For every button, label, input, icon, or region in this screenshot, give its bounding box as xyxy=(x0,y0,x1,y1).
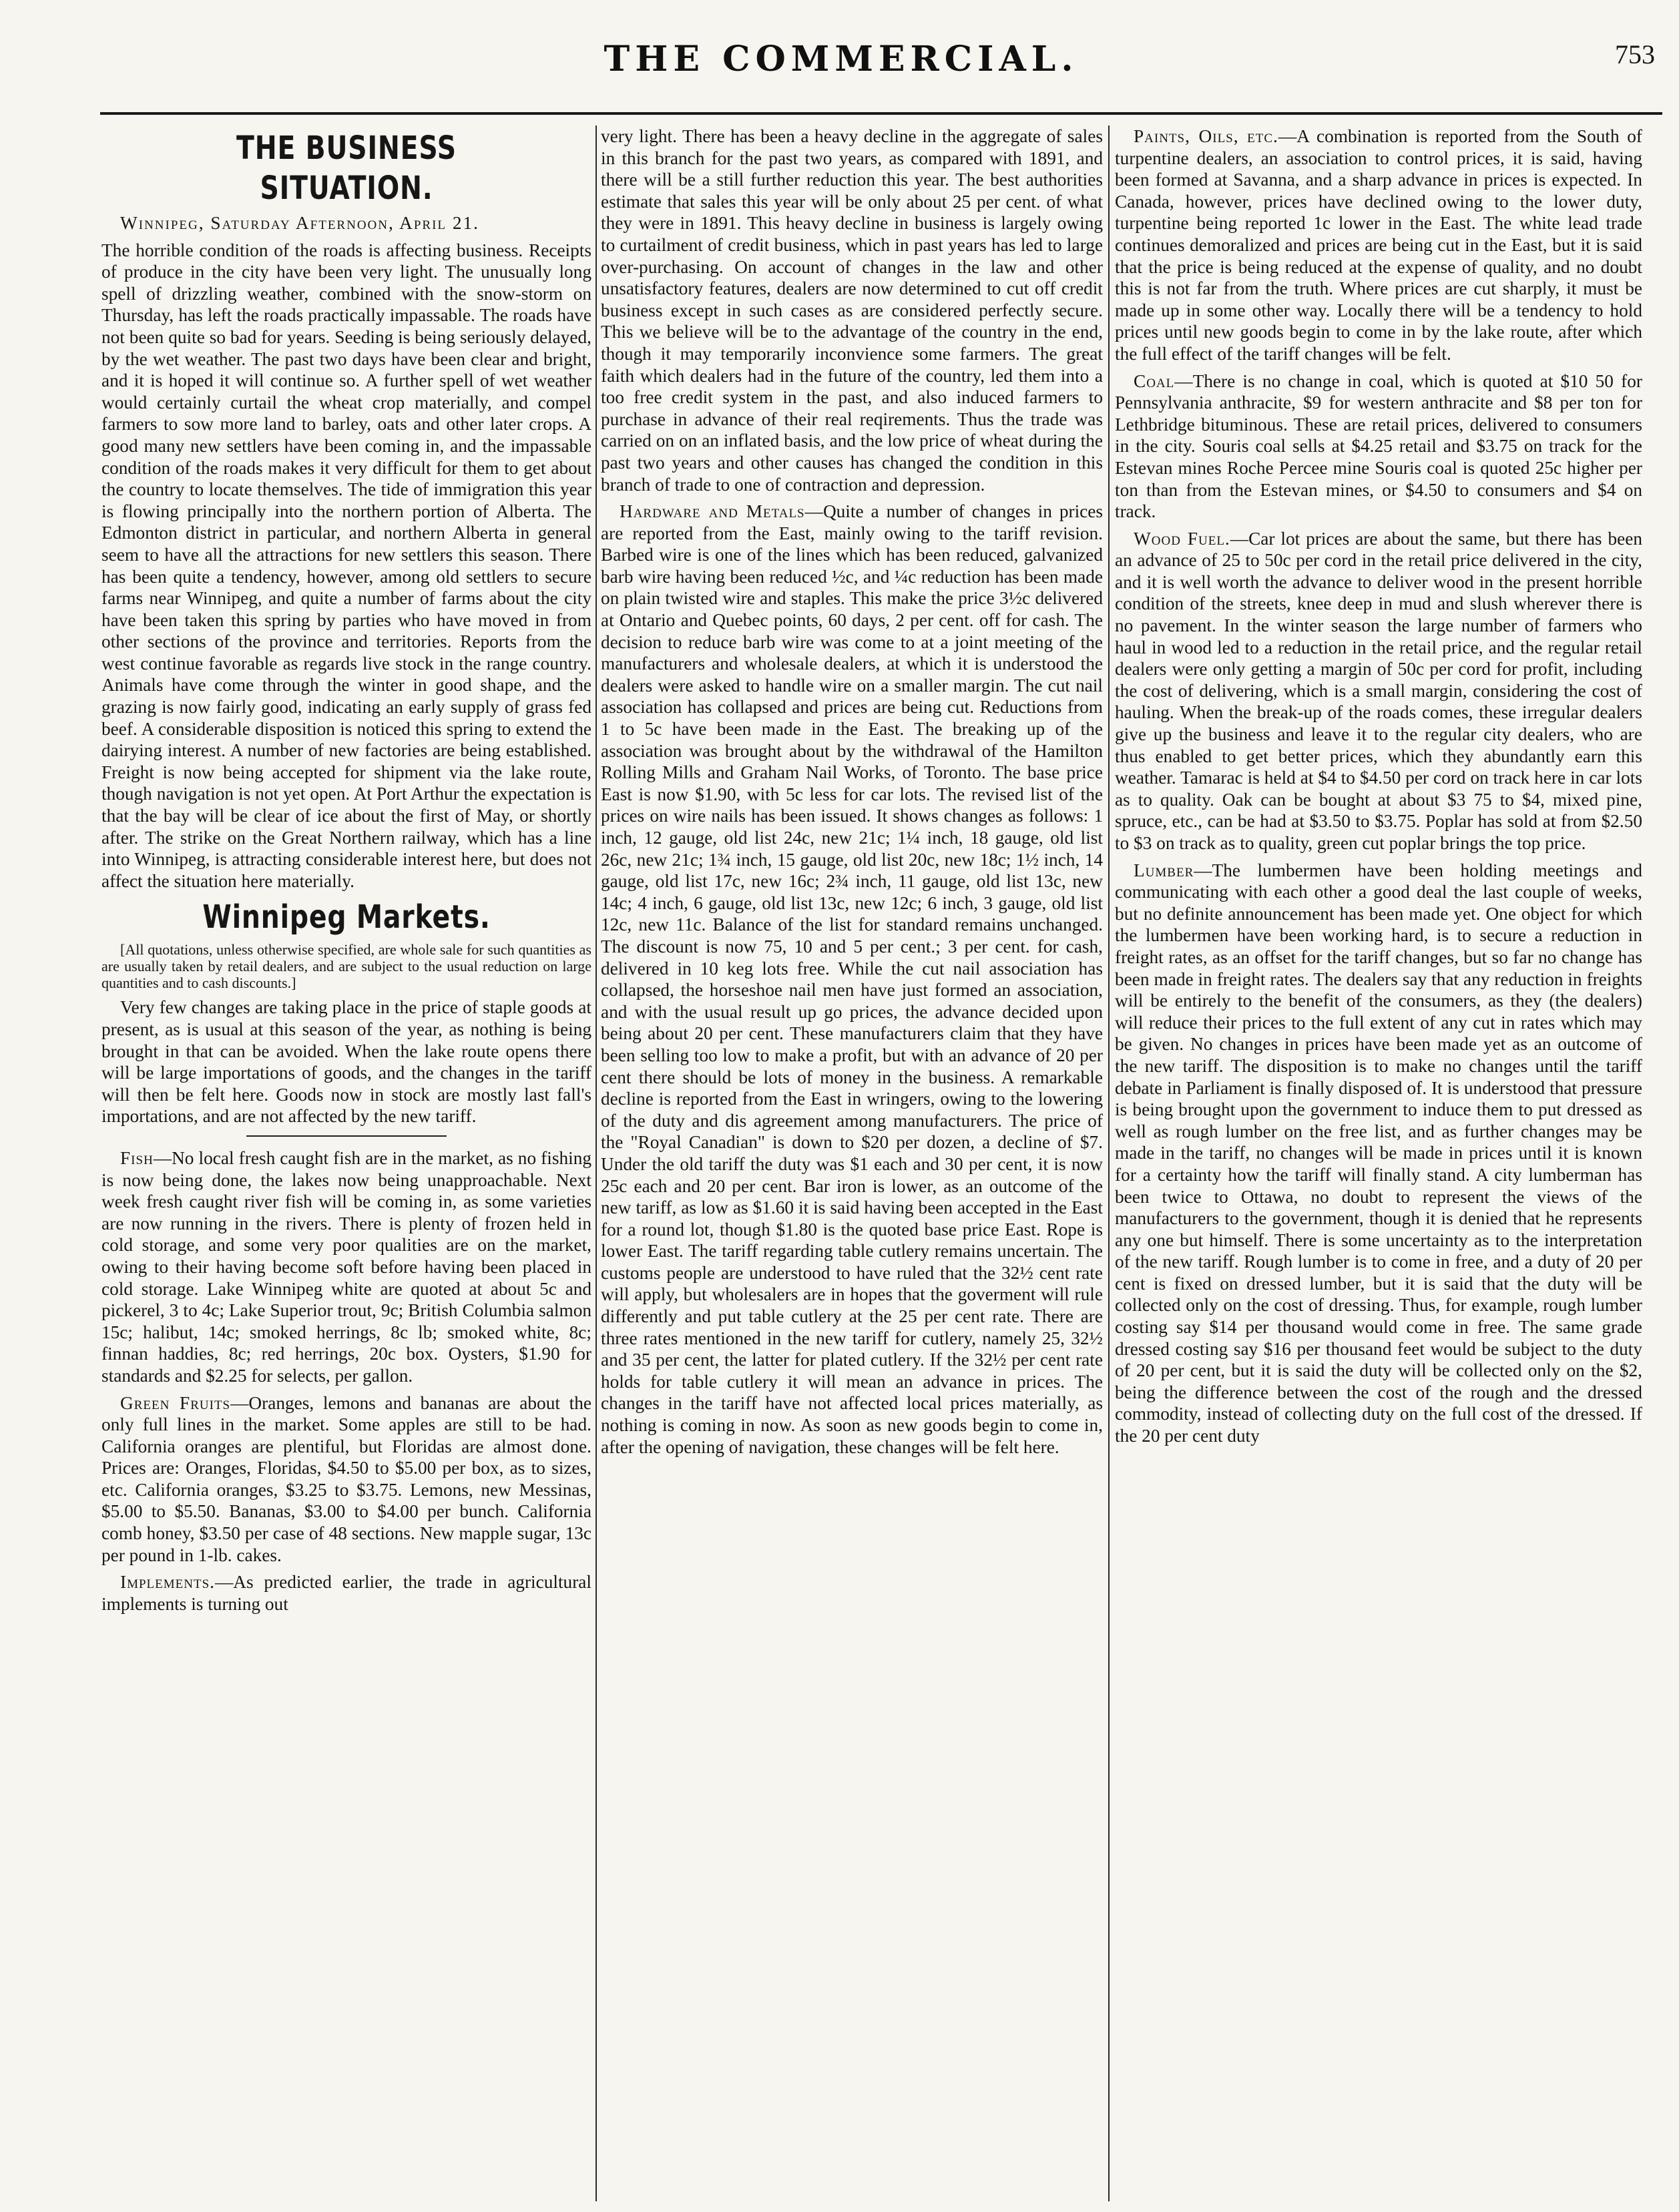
lumber-lead: Lumber xyxy=(1134,860,1194,880)
lumber-paragraph xyxy=(1115,860,1642,1447)
column-2 xyxy=(601,125,1103,2201)
business-situation-title: THE BUSINESS SITUATION. xyxy=(236,129,457,207)
coal-text: —There is no change in coal, which is quoted at $10 50 for Pennsylvania anthracite, $9 for western anthracite and $8 per ton for Lethbridge bituminous. These are retail prices, delivered to consumers in the city. Souris coal sells at $4.25 retail and $3.75 on track for the Estevan mines Roche Percee mine Souris coal is quoted 25c higher per ton than from the Estevan mines, or $4.50 to consumers and $4 on track. xyxy=(1115,370,1642,522)
implements-continued: very light. There has been a heavy decline in the aggregate of sales in this branch for the past two years, as compared with 1891, and there will be a still further reduction this year. The best authorities estimate that sales this year will be only about 25 per cent. of what they were in 1891. This heavy decline in business is largely owing to curtailment of credit business, which in past years has led to large over-purchasing. On account of changes in the law and other unsatisfactory features, dealers are now determined to cut off credit business except in such cases as are considered perfectly secure. This we believe will be to the advantage of the country in the end, though it may temporarily inconvience some farmers. The great faith which dealers had in the future of the country, led them into a too free credit system in the past, and also induced farmers to purchase in advance of their real reqirements. Thus the trade was carried on on an inflated basis, and the low price of wheat during the past two years and other causes has changed the condition in this branch of trade to one of contraction and depression. xyxy=(601,126,1103,495)
page-number: 753 xyxy=(1615,39,1655,69)
lumber-text: —The lumbermen have been holding meetings and communicating with each other a good deal the last couple of weeks, but no definite announcement has been made yet. One object for which the lumbermen have been working hard, is to secure a reduction in freight rates, as an offset for the tariff changes, but so far no change has been made in freight rates. The dealers say that any reduction in freights will be entirely to the benefit of the consumers, as they (the dealers) will reduce their prices to the full extent of any cut in rates which may be given. No changes in prices have been made yet as an outcome of the new tariff. The disposition is to make no changes until the tariff debate in Parliament is finally disposed of. It is understood that pressure is being brought upon the government to induce them to put dressed as well as rough lumber on the free list, and as further changes may be made in the tariff, no changes will be made in prices until it is known for a certainty how the tariff will finally stand. A city lumberman has been twice to Ottawa, no doubt to represent the views of the manufacturers to the government, though it is denied that he represents any one but himself. There is some uncertainty as to the interpretation of the new tariff. Rough lumber is to come in free, and a duty of 20 per cent is fixed on dressed lumber, but it is said that the duty will be collected only on the cost of dressing. Thus, for example, rough lumber costing say $14 per thousand would come in free. The same grade dressed costing say $16 per thousand feet would be subject to the duty of 20 per cent, but it is said the duty will be collected only on the $2, being the difference between the cost of the rough and the dressed commodity, instead of collecting duty on the full cost of the dressed. If the 20 per cent duty xyxy=(1115,860,1642,1446)
coal-paragraph xyxy=(1115,370,1642,523)
hardware-paragraph xyxy=(601,501,1103,1458)
fruits-text: —Oranges, lemons and bananas are about the only full lines in the market. Some apples are still to be had. California oranges are plentiful, but Floridas are almost done. Prices are: Oranges, Floridas, $4.50 to $5.00 per box, as to sizes, etc. California oranges, $3.25 to $3.75. Lemons, new Messinas, $5.00 to $5.50. Bananas, $3.00 to $4.00 per bunch. California comb honey, $3.50 per case of 48 sections. New mapple sugar, 13c per pound in 1-lb. cakes. xyxy=(101,1392,591,1565)
fish-lead: Fish xyxy=(120,1147,154,1168)
winnipeg-markets-title: Winnipeg Markets. xyxy=(202,898,491,936)
header-rule xyxy=(100,112,1662,115)
column-divider-1 xyxy=(595,125,597,2201)
implements-text: —As predicted earlier, the trade in agricultural implements is turning out xyxy=(101,1572,591,1614)
column-divider-2 xyxy=(1108,125,1110,2201)
dateline-lead: Winnipeg, Saturday Afternoon, April 21. xyxy=(120,213,479,233)
column-3 xyxy=(1115,125,1642,2201)
paints-lead: Paints, Oils, etc. xyxy=(1134,126,1278,146)
wood-paragraph xyxy=(1115,528,1642,854)
fish-paragraph xyxy=(101,1147,591,1387)
fruits-paragraph xyxy=(101,1392,591,1567)
wood-text: —Car lot prices are about the same, but there has been an advance of 25 to 50c per cord in the retail price delivered in the city, and it is well worth the advance to deliver wood in the present horrible condition of the streets, knee deep in mud and slush wherever there is no pavement. In the winter season the large number of farmers who haul in wood led to a reduction in the retail price, and the regular retail dealers were only getting a margin of 50c per cord for profit, including the cost of delivering, which is a small margin, considering the cost of hauling. When the break-up of the roads comes, these irregular dealers give up the business and leave it to the regular city dealers, who are thus enabled to get better prices, which they abundantly earn this weather. Tamarac is held at $4 to $4.50 per cord on track here in car lots as to quality. Oak can be bought at about $3 75 to $4, mixed pine, spruce, etc., can be had at $3.50 to $3.75. Poplar has sold at from $2.50 to $3 on track as to quality, green cut poplar brings the top price. xyxy=(1115,528,1642,853)
hardware-lead: Hardware and Metals xyxy=(620,501,805,522)
implements-paragraph xyxy=(101,1571,591,1615)
markets-intro: Very few changes are taking place in the price of staple goods at present, as is usual at this season of the year, as nothing is being brought in that can be avoided. When the lake route opens there will be large importations of goods, and the changes in the tariff will then be felt here. Goods now in stock are mostly last fall's importations, and are not affected by the new tariff. xyxy=(101,997,591,1127)
paints-paragraph xyxy=(1115,125,1642,365)
coal-lead: Coal xyxy=(1134,370,1175,391)
page-header xyxy=(0,0,1679,120)
wood-lead: Wood Fuel. xyxy=(1134,528,1230,549)
column-1 xyxy=(101,125,591,2201)
fruits-lead: Green Fruits xyxy=(120,1392,231,1413)
markets-note: [All quotations, unless otherwise specified, are whole sale for such quantities as are usually taken by retail dealers, and are subject to the usual reduction on large quantities and to cash discounts.] xyxy=(101,941,591,992)
hardware-text: —Quite a number of changes in prices are reported from the East, mainly owing to the tariff revision. Barbed wire is one of the lines which has been reduced, galvanized barb wire having been reduced ½c, and ¼c reduction has been made on plain twisted wire and staples. This make the price 3½c delivered at Ontario and Quebec points, 60 days, 2 per cent. off for cash. The decision to reduce barb wire was come to at a joint meeting of the manufacturers and wholesale dealers, at which it is understood the dealers were asked to handle wire on a smaller margin. The cut nail association has collapsed and prices are being cut. Reductions from 1 to 5c have been made in the East. The breaking up of the association was brought about by the withdrawal of the Hamilton Rolling Mills and Graham Nail Works, of Toronto. The base price East is now $1.90, with 5c less for car lots. The revised list of the prices on wire nails has been issued. It shows changes as follows: 1 inch, 12 gauge, old list 24c, new 21c; 1¼ inch, 18 gauge, old list 26c, new 21c; 1¾ inch, 15 gauge, old list 20c, new 18c; 1½ inch, 14 gauge, old list 17c, new 16c; 2¾ inch, 11 gauge, old list 13c, new 14c; 4 inch, 6 gauge, old list 13c, new 12c; 6 inch, 3 gauge, old list 12c, new 11c. Balance of the list for standard remains unchanged. The discount is now 75, 10 and 5 per cent.; 3 per cent. for cash, delivered in 10 keg lots free. While the cut nail association has collapsed, the horseshoe nail men have just formed an association, and with the usual result up go prices, the advance decided upon being about 20 per cent. These manufacturers claim that they have been selling too low to make a profit, but with an advance of 20 per cent there should be lots of money in the business. A remarkable decline is reported from the East in wringers, owing to the lowering of the duty and dis agreement among manufacturers. The price of the "Royal Canadian" is down to $20 per dozen, a decline of $7. Under the old tariff the duty was $1 each and 30 per cent, it is now 25c each and 20 per cent. Bar iron is lower, as an outcome of the new tariff, as low as $1.60 it is said having been accepted in the East for a round lot, though $1.80 is the quoted base price East. Rope is lower East. The tariff regarding table cutlery remains uncertain. The customs people are understood to have ruled that the 32½ cent rate will apply, but wholesalers are in hopes that the goverment will rule differently and put table cutlery at the 25 per cent rate. There are three rates mentioned in the new tariff for cutlery, namely 25, 32½ and 35 per cent, the latter for plated cutlery. If the 32½ per cent rate holds for table cutlery it will mean an advance in prices. The changes in the tariff have not affected local prices materially, as nothing is coming in now. As soon as new goods begin to come in, after the opening of navigation, these changes will be felt here. xyxy=(601,501,1103,1457)
fish-text: —No local fresh caught fish are in the market, as no fishing is now being done, the lakes now being unapproachable. Next week fresh caught river fish will be coming in, as some varieties are now running in the rivers. There is plenty of frozen held in cold storage, and some very poor qualities are on the market, owing to their having become soft before having been placed in cold storage. Lake Winnipeg white are quoted at about 5c and pickerel, 3 to 4c; Lake Superior trout, 9c; British Columbia salmon 15c; halibut, 14c; smoked herrings, 8c lb; smoked white, 8c; finnan haddies, 8c; red herrings, 20c box. Oysters, $1.90 for standards and $2.25 for selects, per gallon. xyxy=(101,1147,591,1386)
section-rule xyxy=(246,1135,447,1137)
implements-lead: Implements. xyxy=(120,1572,215,1593)
business-dateline xyxy=(101,212,591,234)
paints-text: —A combination is reported from the South of turpentine dealers, an association to control prices, it is said, having been formed at Savanna, and a sharp advance in prices is expected. In Canada, however, prices have declined owing to the lower duty, turpentine being reported 1c lower in the East. The white lead trade continues demoralized and prices are being cut in the East, but it is said that the price is being reduced at the expense of quality, and no doubt this is not far from the truth. Where prices are cut sharply, it must be made up in some other way. Locally there will be a tendency to hold prices until new goods begin to come in by the lake route, after which the full effect of the tariff changes will be felt. xyxy=(1115,126,1642,364)
masthead: THE COMMERCIAL. xyxy=(604,39,1079,79)
business-situation-text: The horrible condition of the roads is affecting business. Receipts of produce in the city have been very light. The unusually long spell of drizzling weather, combined with the snow-storm on Thursday, has left the roads practically impassable. The roads have not been quite so bad for years. Seeding is being seriously delayed, by the wet weather. The past two days have been clear and bright, and it is hoped it will continue so. A further spell of wet weather would certainly curtail the wheat crop materially, and compel farmers to sow more land to barley, oats and other later crops. A good many new settlers have been coming in, and the impassable condition of the roads makes it very difficult for them to get about the country to locate themselves. The tide of immigration this year is flowing principally into the northern portion of Alberta. The Edmonton district in particular, and northern Alberta in general seem to have all the attractions for new settlers this season. There has been quite a tendency, however, among old settlers to secure farms near Winnipeg, and quite a number of farms about the city have been taken this spring by parties who have moved in from other sections of the province and territories. Reports from the west continue favorable as regards live stock in the range country. Animals have come through the winter in good shape, and the grazing is now fairly good, indicating an early supply of grass fed beef. A considerable disposition is noticed this spring to extend the dairying interest. A number of new factories are being established. Freight is now being accepted for shipment via the lake route, though navigation is not yet open. At Port Arthur the expectation is that the bay will be clear of ice about the first of May, or shortly after. The strike on the Great Northern railway, which has a line into Winnipeg, is attracting considerable interest here, but does not affect the situation here materially. xyxy=(101,240,591,891)
